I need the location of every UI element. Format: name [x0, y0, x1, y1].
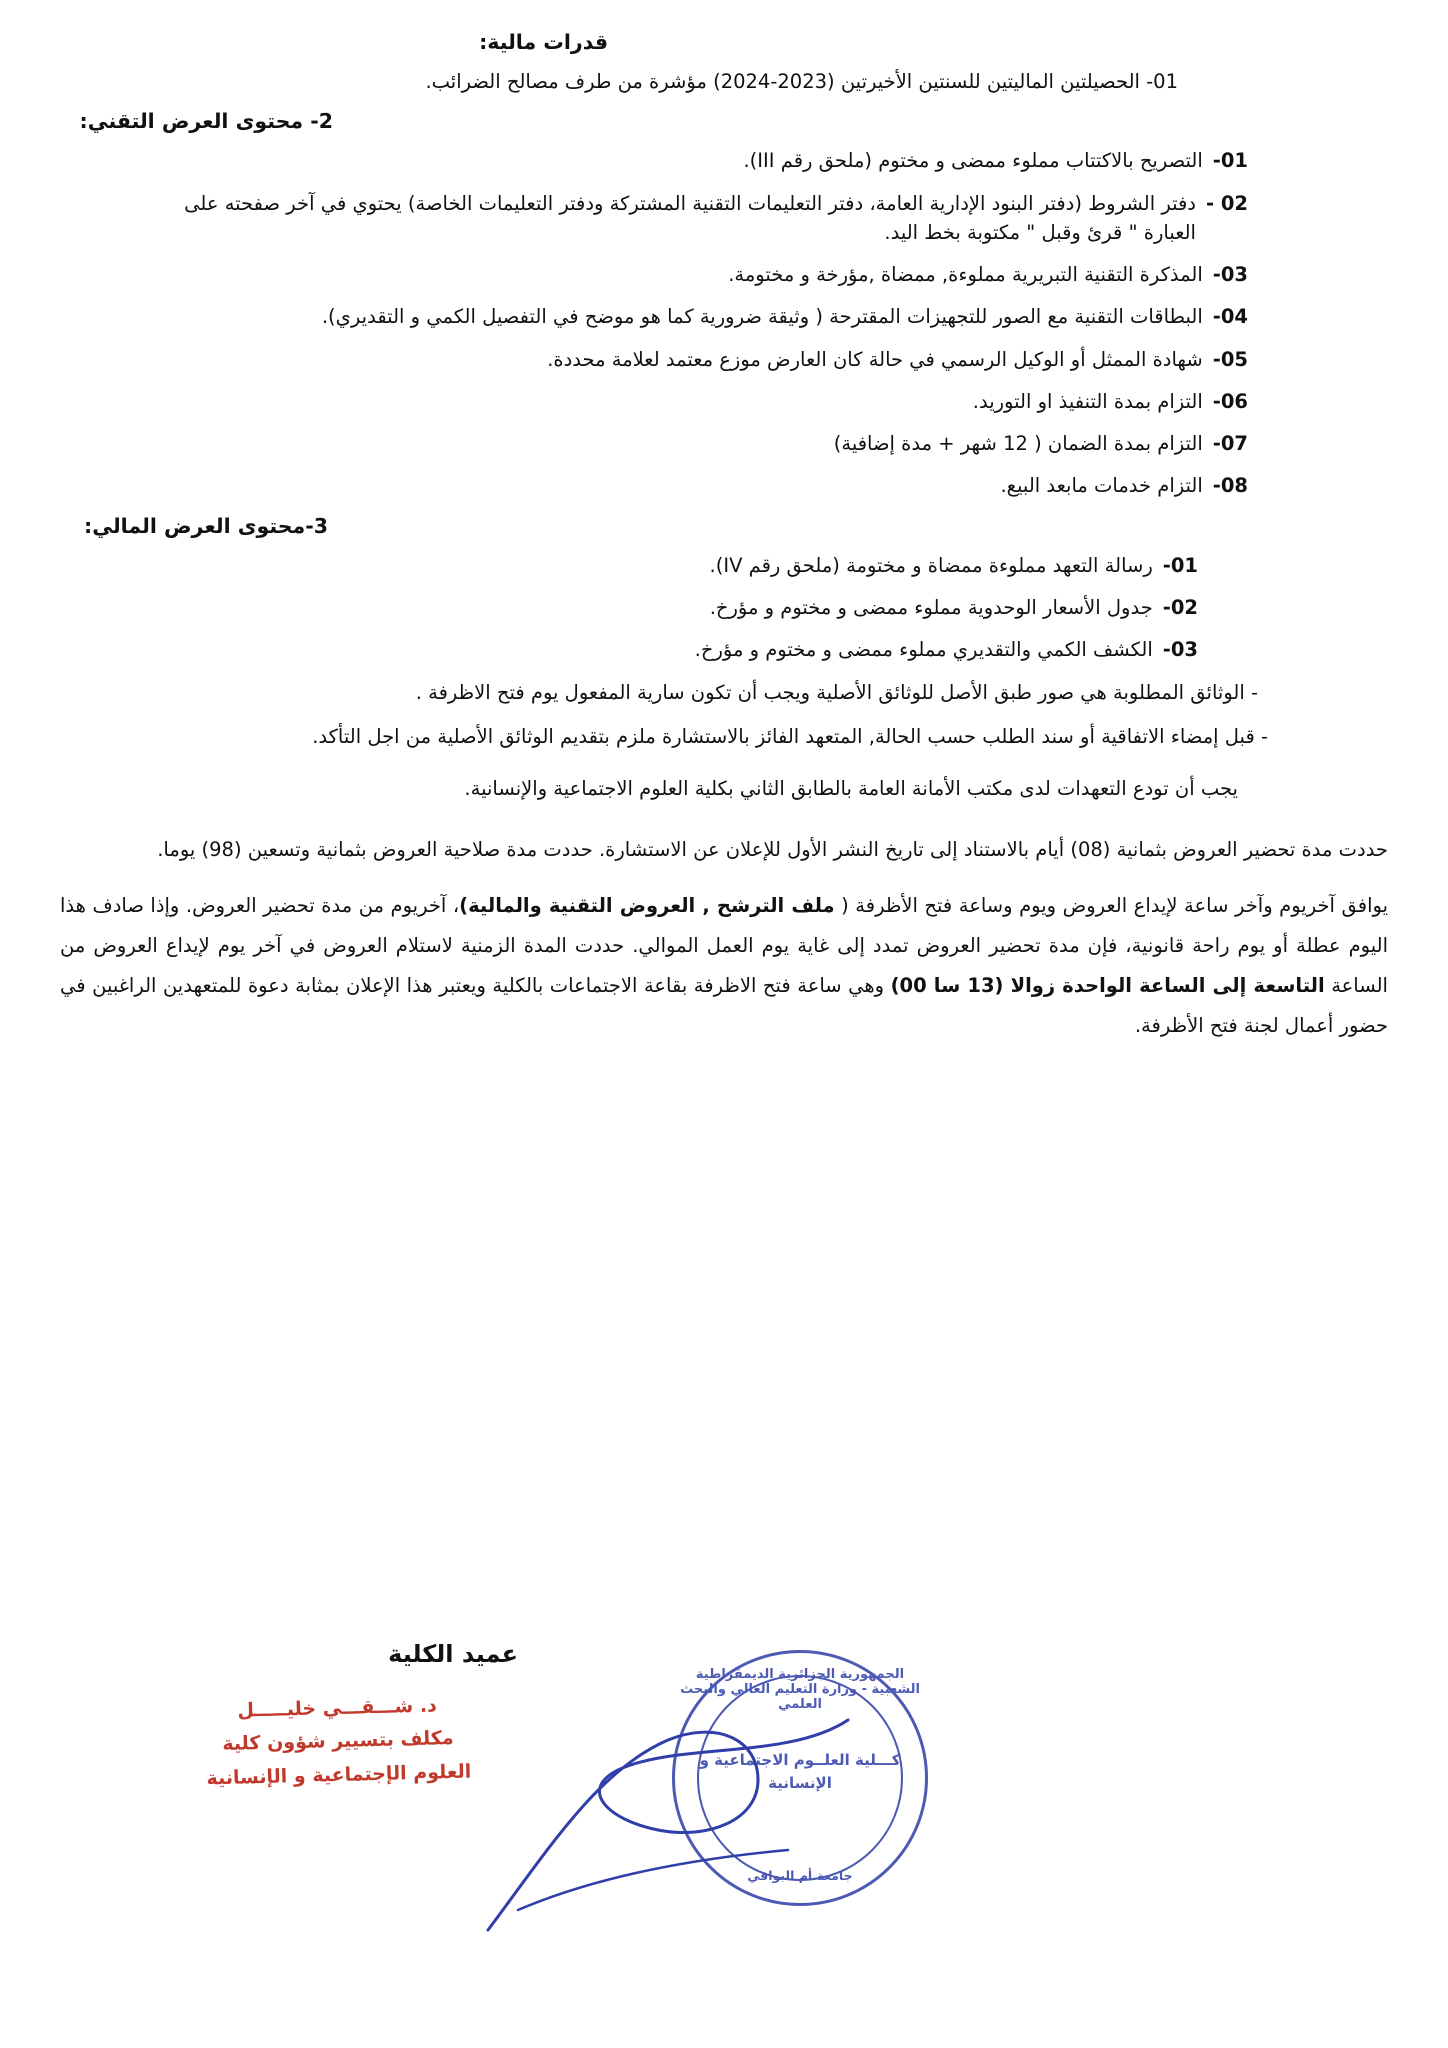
paragraph-envelope-opening: [60, 886, 1388, 1046]
stamp-top-text: الجمهورية الجزائرية الديمقراطية الشعبية - وزارة التعليم العالي والبحث العلمي: [680, 1667, 920, 1712]
note-line: - الوثائق المطلوبة هي صور طبق الأصل للوثائق الأصلية ويجب أن تكون سارية المفعول يوم فتح الاظرفة .: [415, 681, 1258, 705]
financial-offer-item-text: رسالة التعهد مملوءة ممضاة و مختومة (ملحق رقم IV).: [709, 553, 1153, 577]
list-item: [60, 189, 1388, 248]
paragraph-deadline: [60, 830, 1388, 870]
technical-offer-item-text: التزام بمدة الضمان ( 12 شهر + مدة إضافية): [833, 432, 1203, 455]
technical-offer-item-number: 02 -: [1205, 191, 1248, 215]
section-title-financial-capacity: قدرات مالية:: [479, 30, 608, 54]
technical-offer-item-text: المذكرة التقنية التبريرية مملوءة, ممضاة ,مؤرخة و مختومة.: [728, 263, 1203, 286]
technical-offer-item-number: 03-: [1212, 263, 1248, 286]
financial-offer-item-text: الكشف الكمي والتقديري مملوء ممضى و مختوم و مؤرخ.: [694, 638, 1153, 661]
technical-offer-item-number: 08-: [1212, 474, 1248, 498]
technical-offer-item-number: 01-: [1212, 149, 1248, 173]
technical-offer-item-text: البطاقات التقنية مع الصور للتجهيزات المقترحة ( وثيقة ضرورية كما هو موضح في التفصيل الكمي و التقديري).: [321, 305, 1203, 329]
list-item: [60, 67, 1388, 96]
emphasized-text: التاسعة إلى الساعة الواحدة زوالا (13 سا 00): [890, 973, 1325, 997]
notes-list: [60, 677, 1388, 804]
stamp-middle-text: كـــلية العلــوم الاجتماعية و الإنسانية: [699, 1751, 901, 1792]
technical-offer-item-number: 05-: [1212, 347, 1248, 371]
body-text: ، آخريوم من مدة تحضير العروض. وإذا صادف هذا اليوم عطلة أو يوم راحة قانونية، فإن مدة تحضير العروض تمدد إلى غاية يوم العمل الموالي. حددت المدة الزمنية لاستلام العروض في آخر يوم لإيداع العروض من الساعة: [60, 893, 1388, 997]
handwritten-signature-icon: [458, 1700, 878, 1960]
paragraph-list: [60, 830, 1388, 1046]
section-title-financial-offer: 3-محتوى العرض المالي:: [84, 513, 328, 538]
body-text: يوافق آخريوم وآخر ساعة لإيداع العروض ويوم وساعة فتح الأظرفة (: [834, 893, 1389, 917]
red-stamp-line: د. شـــقـــي خليـــــل: [237, 1694, 438, 1722]
signature-area: [0, 1640, 1448, 2040]
financial-offer-item-number: 03-: [1162, 638, 1198, 661]
technical-offer-item-text: التصريح بالاكتتاب مملوء ممضى و مختوم (ملحق رقم III).: [743, 149, 1203, 173]
financial-offer-list: [60, 551, 1388, 665]
note-line: يجب أن تودع التعهدات لدى مكتب الأمانة العامة بالطابق الثاني بكلية العلوم الاجتماعية والإنسانية.: [464, 776, 1238, 800]
technical-offer-item-text: التزام خدمات مابعد البيع.: [1000, 474, 1203, 498]
note-line: - قبل إمضاء الاتفاقية أو سند الطلب حسب الحالة, المتعهد الفائز بالاستشارة ملزم بتقديم الوثائق الأصلية من اجل التأكد.: [312, 725, 1268, 749]
list-item: [60, 471, 1388, 500]
body-text: حددت مدة تحضير العروض بثمانية (08) أيام بالاستناد إلى تاريخ النشر الأول للإعلان عن الاستشارة. حددت مدة صلاحية العروض بثمانية وتسعين (98) يوما.: [157, 837, 1388, 861]
list-item: [60, 593, 1388, 622]
stamp-bottom-text: جامعة أم البواقي: [747, 1868, 853, 1883]
list-item: [60, 551, 1388, 580]
list-item: [60, 302, 1388, 331]
financial-capacity-item-1: 01- الحصيلتين الماليتين للسنتين الأخيرتين (2023-2024) مؤشرة من طرف مصالح الضرائب.: [425, 70, 1178, 93]
technical-offer-item-number: 04-: [1212, 305, 1248, 329]
emphasized-text: ملف الترشح , العروض التقنية والمالية): [459, 893, 835, 917]
list-item: [60, 345, 1388, 374]
document-body: [60, 30, 1388, 1046]
financial-offer-item-number: 02-: [1162, 595, 1198, 619]
list-item: [60, 260, 1388, 289]
technical-offer-item-number: 06-: [1212, 389, 1248, 413]
body-text: وهي ساعة فتح الاظرفة بقاعة الاجتماعات بالكلية ويعتبر هذا الإعلان بمثابة دعوة للمتعهدين الراغبين في حضور أعمال لجنة فتح الأظرفة.: [60, 973, 1388, 1037]
section-title-technical-offer: 2- محتوى العرض التقني:: [79, 109, 333, 134]
list-item: [60, 429, 1388, 458]
dean-label: عميد الكلية: [388, 1640, 518, 1668]
technical-offer-item-number: 07-: [1212, 432, 1248, 455]
red-stamp-line: العلوم الإجتماعية و الإنسانية: [206, 1760, 472, 1789]
red-stamp-line: مكلف بتسيير شؤون كلية: [222, 1727, 454, 1756]
financial-offer-item-number: 01-: [1162, 553, 1198, 577]
financial-offer-item-text: جدول الأسعار الوحدوية مملوء ممضى و مختوم و مؤرخ.: [709, 595, 1153, 619]
technical-offer-item-text: التزام بمدة التنفيذ او التوريد.: [972, 389, 1203, 413]
red-stamp: [187, 1688, 490, 1796]
technical-offer-item-text: شهادة الممثل أو الوكيل الرسمي في حالة كان العارض موزع معتمد لعلامة محددة.: [547, 347, 1203, 371]
technical-offer-list: [60, 146, 1388, 500]
list-item: [60, 387, 1388, 416]
list-item: [60, 635, 1388, 664]
technical-offer-item-text: دفتر الشروط (دفتر البنود الإدارية العامة، دفتر التعليمات التقنية المشتركة ودفتر التعليمات الخاصة) يحتوي في آخر صفحته على العبارة " قرئ وقبل " مكتوبة بخط اليد.: [184, 191, 1196, 244]
list-item: [60, 146, 1388, 175]
